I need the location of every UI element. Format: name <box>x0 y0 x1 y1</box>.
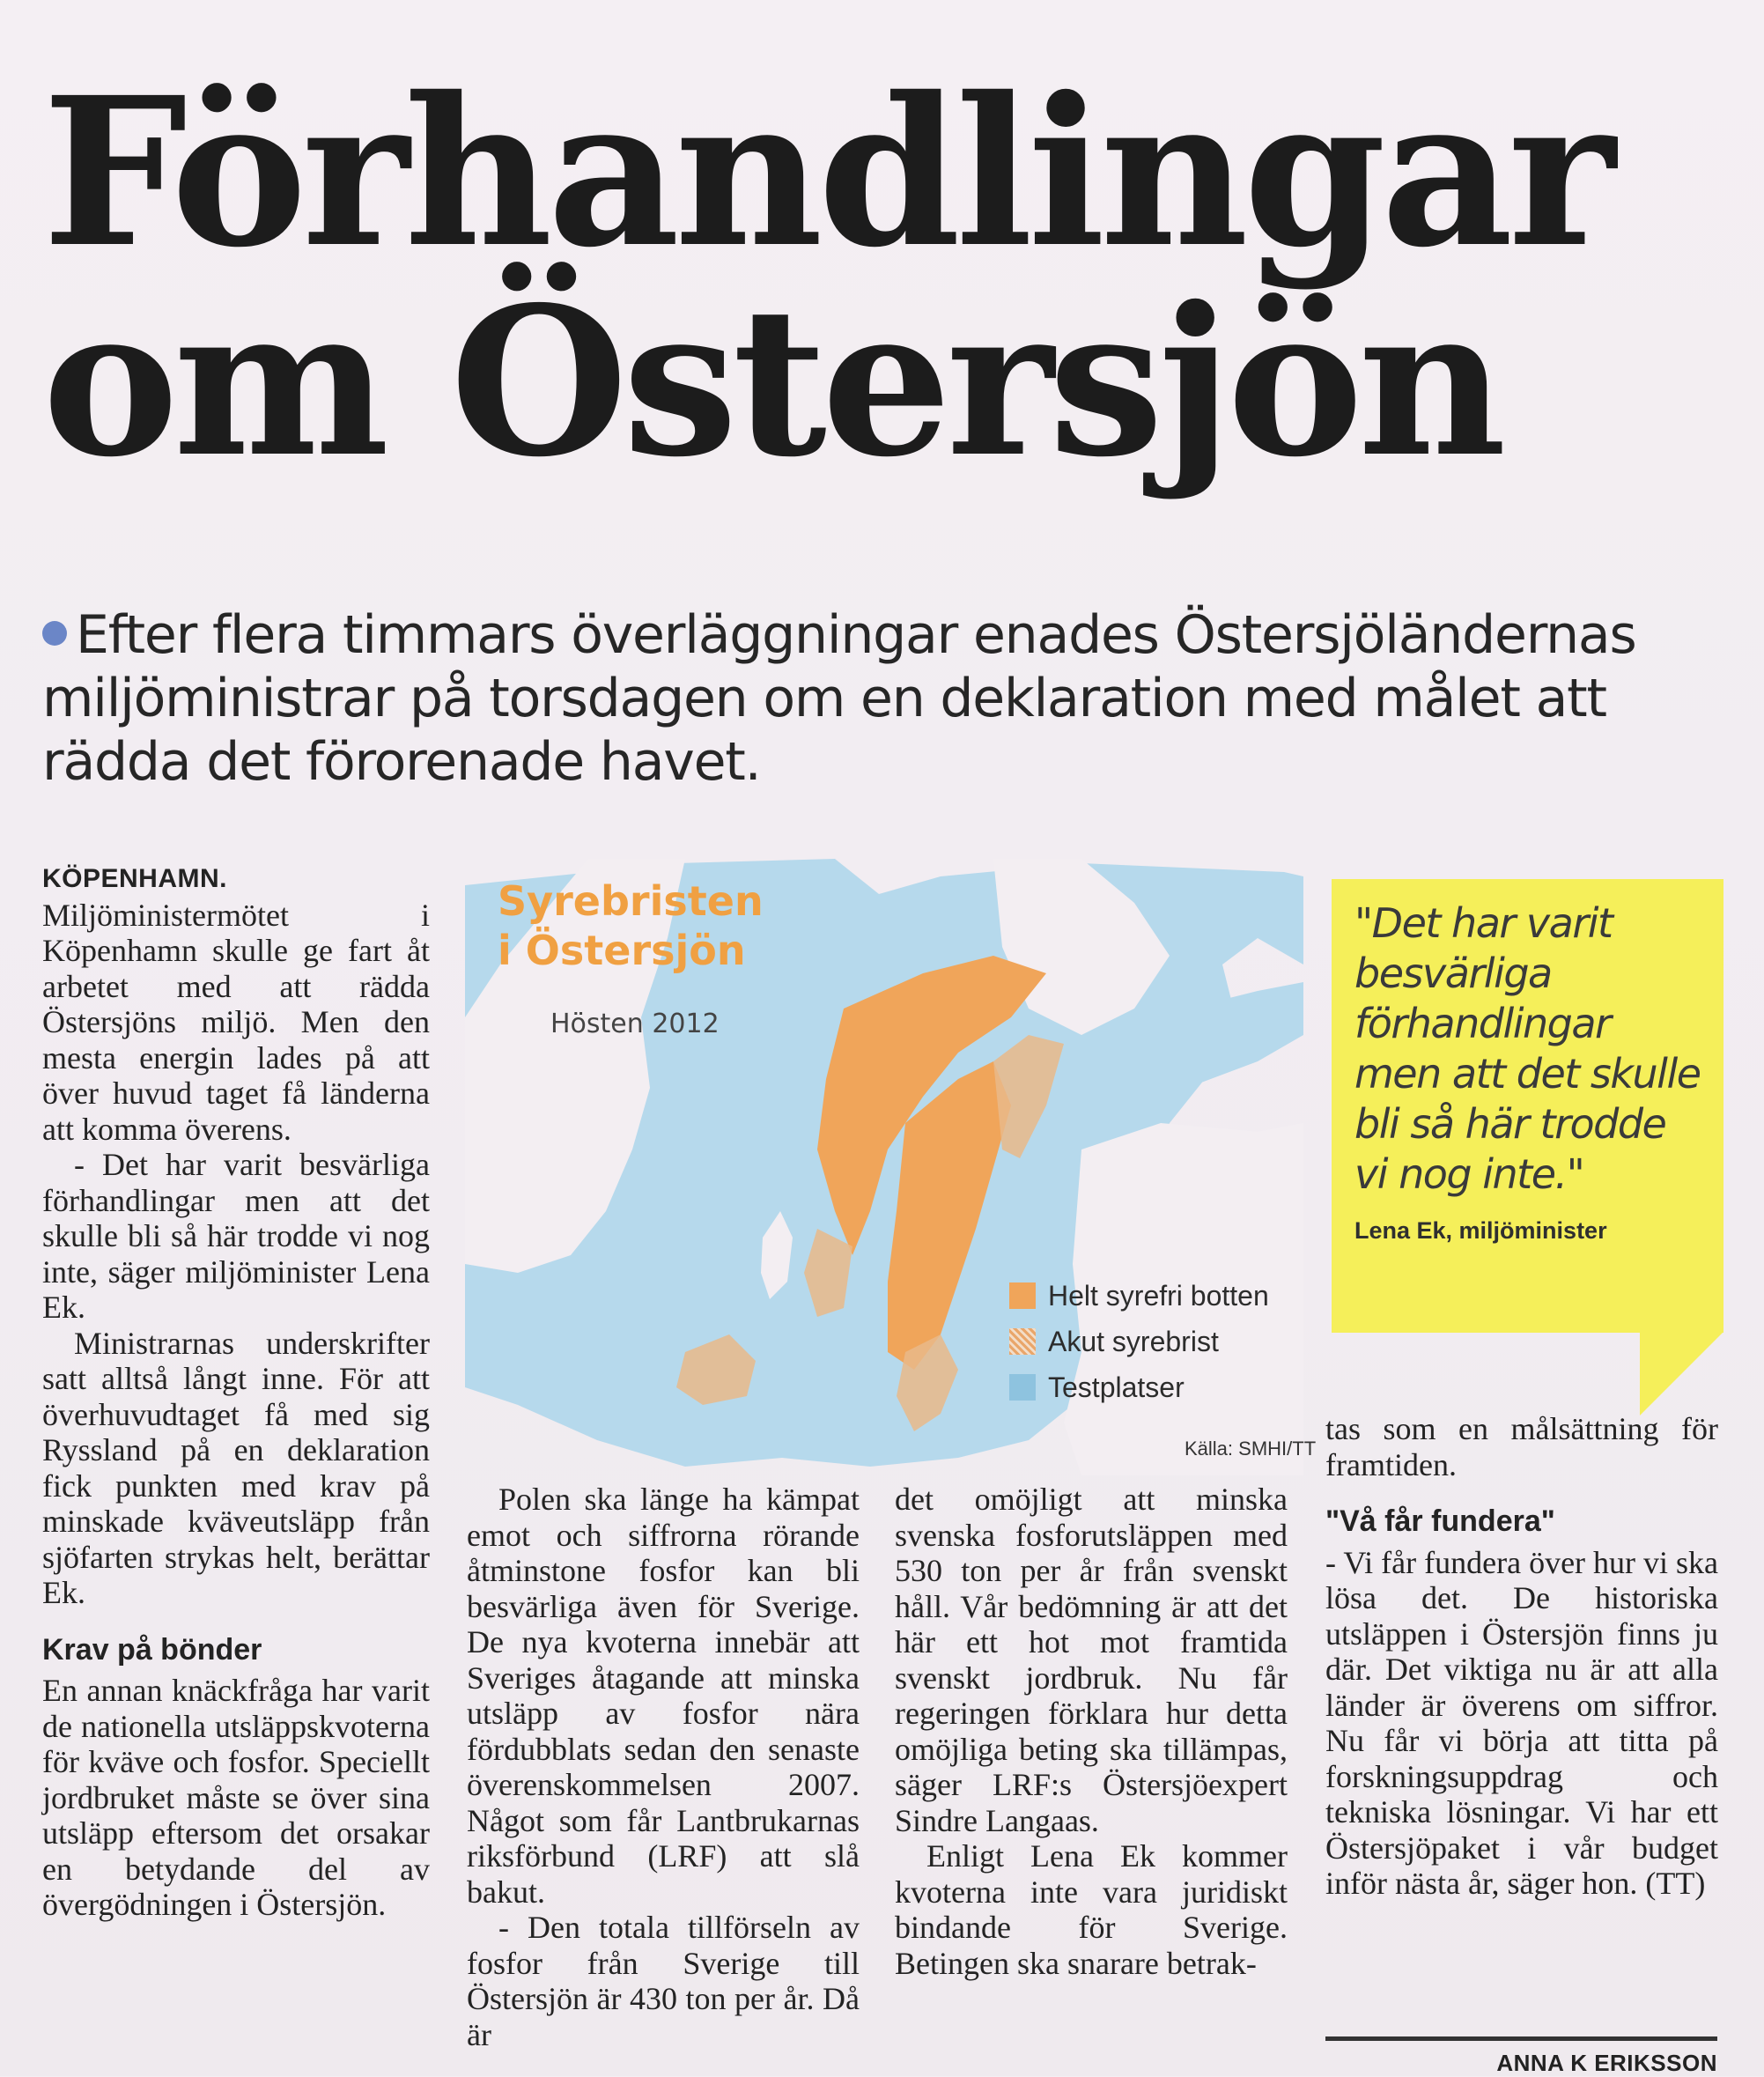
dateline: KÖPENHAMN. <box>42 864 228 893</box>
legend-swatch-hypoxia <box>1009 1328 1036 1355</box>
map-source: Källa: SMHI/TT <box>1185 1438 1317 1460</box>
paragraph: Miljöministermötet i Köpenhamn skulle ge fart åt arbetet med att rädda Östersjöns miljö. Men den mesta energin lades på att över huvud taget få länderna att komma överens. <box>42 897 430 1147</box>
article-column-2 <box>467 1482 860 2052</box>
legend-label: Testplatser <box>1048 1371 1185 1403</box>
subheading: "Vå får fundera" <box>1325 1504 1555 1538</box>
pull-quote <box>1332 879 1723 1333</box>
ingress <box>42 603 1733 794</box>
map-title-line-1: Syrebristen <box>498 877 764 925</box>
paragraph: - Det har varit besvärliga förhandlingar men att det skulle bli så här trodde vi nog inte, säger miljöminister Lena Ek. <box>42 1147 430 1325</box>
map-title-line-2: i Östersjön <box>498 927 746 974</box>
byline: ANNA K ERIKSSON <box>1325 2036 1717 2077</box>
paragraph: - Vi får fundera över hur vi ska lösa det. De historiska utsläppen i Östersjön finns ju där. Det viktiga nu är att alla länder är överens om siffror. Nu får vi börja att titta på forskningsuppdrag och tekniska lösningar. Vi har ett Östersjöpaket i vår budget inför nästa år, säger hon. (TT) <box>1325 1544 1719 1901</box>
paragraph: tas som en målsättning för framtiden. <box>1325 1411 1718 1482</box>
bullet-icon <box>42 621 67 646</box>
paragraph: - Den totala tillförseln av fosfor från Sverige till Östersjön är 430 ton per år. Då är <box>467 1910 860 2052</box>
legend-label: Helt syrefri botten <box>1048 1279 1269 1312</box>
legend-item <box>1009 1364 1269 1410</box>
legend-item <box>1009 1273 1269 1319</box>
legend-swatch-anoxic <box>1009 1282 1036 1309</box>
paragraph: En annan knäckfråga har varit de nationella utsläppskvoterna för kväve och fosfor. Speciellt jordbruket måste se över sina utsläpp eftersom det orsakar en betydande del av övergödningen i Östersjön. <box>42 1673 430 1922</box>
map-subtitle: Hösten 2012 <box>550 1009 720 1039</box>
paragraph: Enligt Lena Ek kommer kvoterna inte vara juridiskt bindande för Sverige. Betingen ska snarare betrak- <box>895 1838 1288 1981</box>
legend-swatch-test-sites <box>1009 1374 1036 1401</box>
paragraph: det omöjligt att minska svenska fosforutsläppen med 530 ton per år från svenskt håll. Vår bedömning är att det här ett hot mot framtida svenskt jordbruk. Nu får regeringen förklara hur detta omöjliga beting ska tillämpas, säger LRF:s Östersjöexpert Sindre Langaas. <box>895 1482 1288 1838</box>
map-legend <box>1009 1273 1269 1410</box>
paragraph: Ministrarnas underskrifter satt alltså långt inne. För att överhuvudtaget få med sig Ryssland på en deklaration fick punkten med krav på minskade kväveutsläpp från sjöfarten strykas helt, berättar Ek. <box>42 1325 430 1610</box>
quote-attribution: Lena Ek, miljöminister <box>1354 1217 1607 1244</box>
headline-line-1: Förhandlingar <box>42 52 1611 292</box>
article-column-1 <box>42 859 430 1923</box>
quote-tail <box>1640 1332 1723 1415</box>
paragraph: Polen ska länge ha kämpat emot och siffrorna rörande åtminstone fosfor kan bli besvärliga även för Sverige. De nya kvoterna innebär att Sveriges åtagande att minska utsläpp av fosfor nära fördubblats sedan den senaste överenskommelsen 2007. Något som får Lantbrukarnas riksförbund (LRF) att slå bakut. <box>467 1482 860 1910</box>
article-column-4 <box>1325 1411 1718 1902</box>
ingress-text: Efter flera timmars överläggningar enades Östersjöländernas miljöministrar på torsdagen om en deklaration med målet att rädda det förorenade havet. <box>42 604 1636 793</box>
legend-label: Akut syrebrist <box>1048 1325 1219 1357</box>
map-title <box>498 876 764 975</box>
quote-text: "Det har varit besvärliga förhandlingar men att det skulle bli så här trodde vi nog inte." <box>1354 899 1701 1198</box>
legend-item <box>1009 1319 1269 1364</box>
headline-line-2: om Östersjön <box>42 262 1502 502</box>
article-column-3 <box>895 1482 1288 1981</box>
subheading: Krav på bönder <box>42 1632 262 1667</box>
